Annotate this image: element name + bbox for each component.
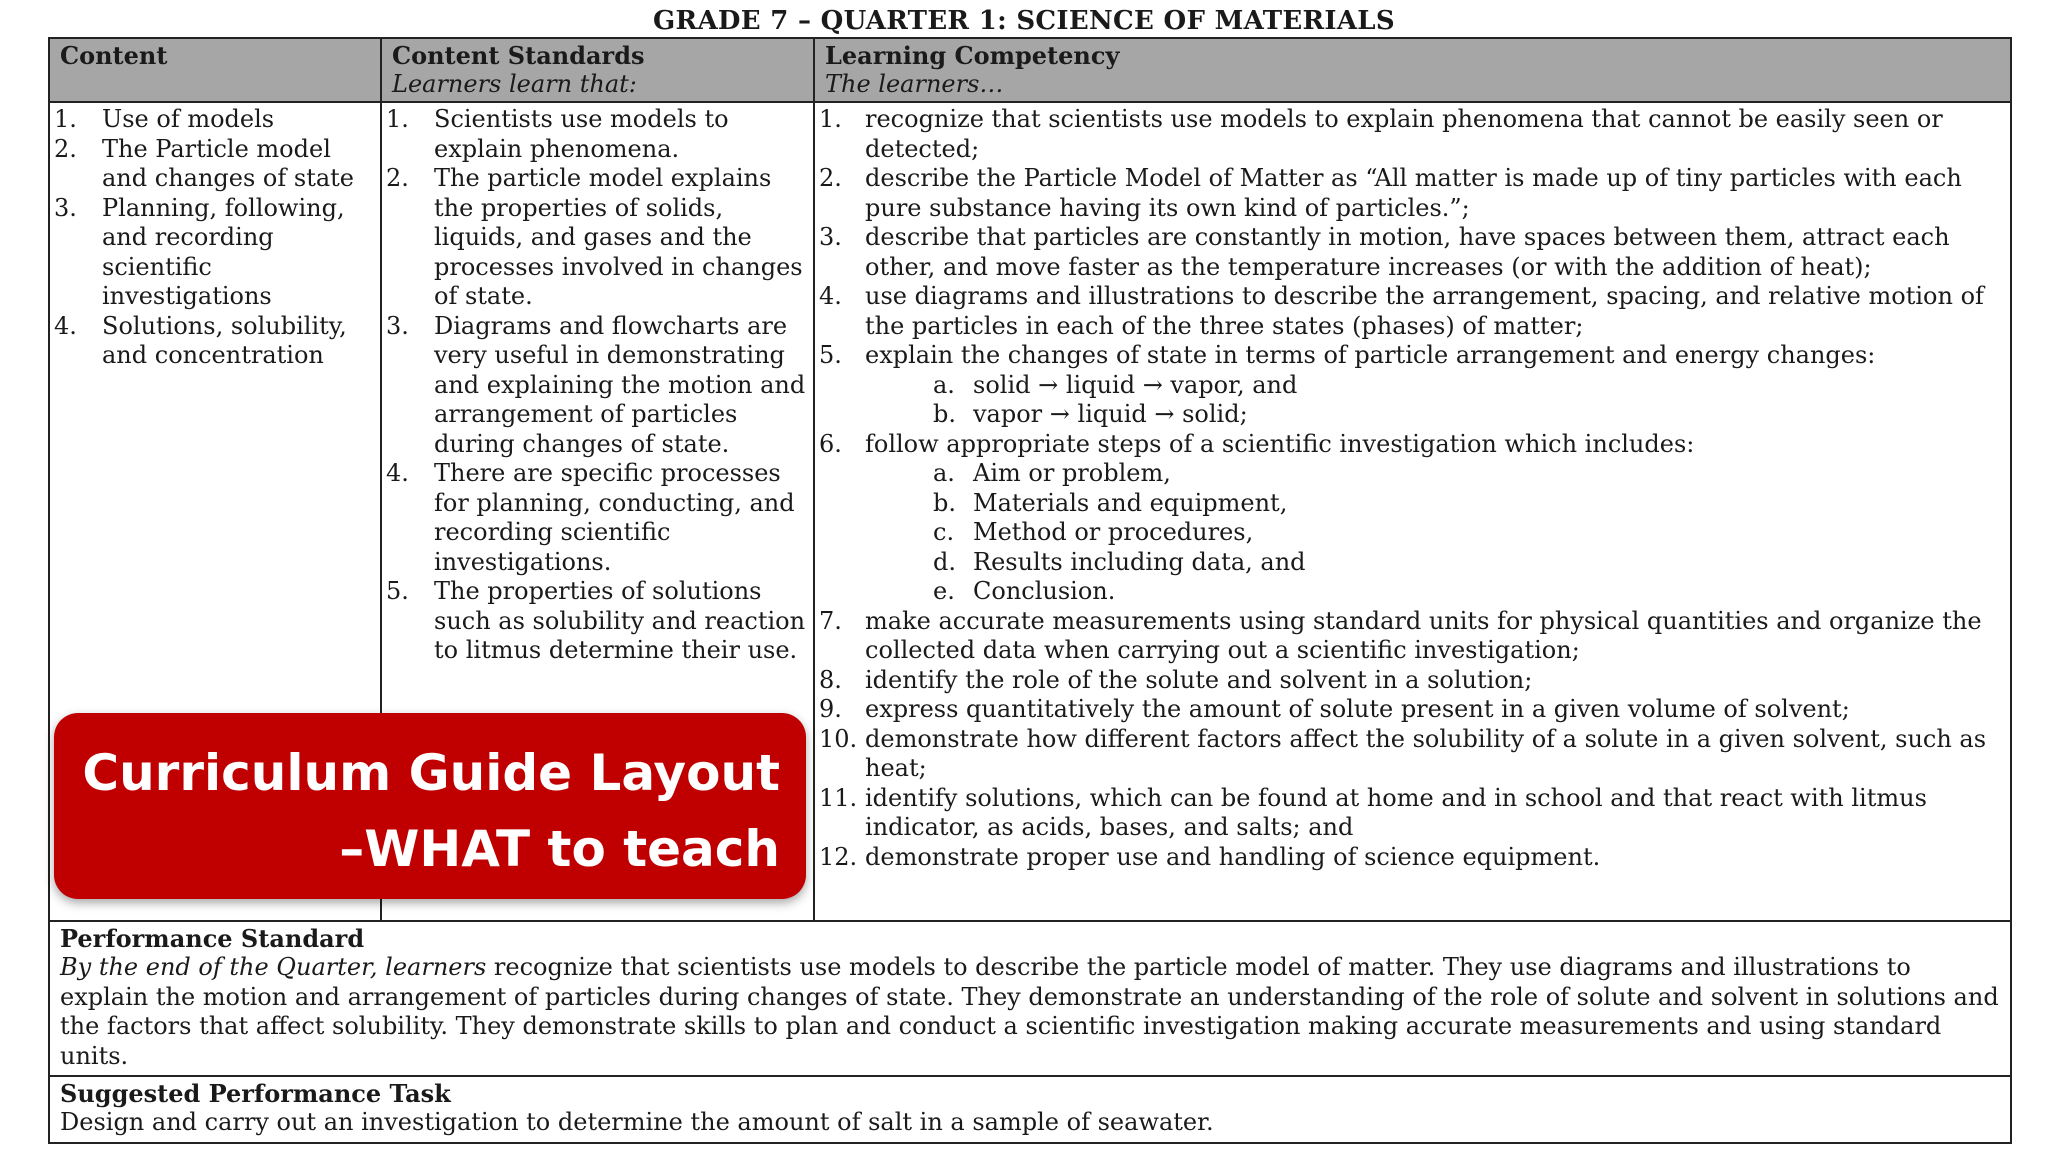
sub-list [865,371,2004,430]
sub-list [865,459,2004,607]
competency-item [819,430,2004,607]
sub-list-item-text: Method or procedures, [973,518,1254,546]
standard-item [386,164,807,312]
list-number: 9. [819,695,842,723]
sub-list-item [865,459,2004,489]
list-item-text: demonstrate how different factors affect the solubility of a solute in a given solvent, such as heat; [865,724,1987,782]
performance-task-cell [49,1076,2011,1143]
list-number: 3. [54,193,77,222]
header-standards-title: Content Standards [392,41,645,70]
list-number: 4. [54,311,77,340]
header-content-title: Content [60,41,168,70]
list-number: 5. [386,577,409,605]
list-item-text: describe that particles are constantly in motion, have spaces between them, attract each other, and move faster as the temperature increases (or with the addition of heat); [865,223,1950,281]
list-item-text: The particle model explains the properties of solids, liquids, and gases and the processes involved in changes of state. [434,164,803,310]
sub-list-letter: b. [933,488,956,517]
content-item [54,105,374,135]
list-number: 6. [819,429,842,458]
overlay-callout-line2: –WHAT to teach [339,820,780,878]
standard-item [386,577,807,666]
list-number: 5. [819,341,842,369]
list-number: 10. [819,724,858,753]
competency-item [819,164,2004,223]
list-number: 4. [819,282,842,310]
standard-item [386,312,807,460]
list-number: 2. [819,164,842,192]
competency-item [819,105,2004,164]
performance-row [49,921,2011,1076]
list-item-text: Scientists use models to explain phenomena. [434,105,729,163]
sub-list-item [865,400,2004,430]
list-item-text: Solutions, solubility, and concentration [102,311,347,369]
sub-list-item-text: Aim or problem, [973,459,1171,487]
sub-list-item [865,489,2004,519]
list-number: 3. [819,223,842,251]
list-item-text: express quantitatively the amount of solute present in a given volume of solvent; [865,695,1850,723]
performance-task-text: Design and carry out an investigation to determine the amount of salt in a sample of seawater. [60,1108,1214,1136]
list-number: 12. [819,842,858,871]
list-item-text: The properties of solutions such as solubility and reaction to litmus determine their use. [434,577,806,664]
performance-standard-text-italic: By the end of the Quarter, learners [60,953,487,981]
standard-item [386,105,807,164]
standard-item [386,459,807,577]
sub-list-item [865,518,2004,548]
sub-list-letter: c. [933,518,955,546]
sub-list-item-text: Conclusion. [973,577,1116,605]
sub-list-item-text: Results including data, and [973,547,1306,576]
competency-item [819,607,2004,666]
competency-item [819,666,2004,696]
header-competency-subtitle: The learners… [825,70,1004,98]
list-item-text: identify the role of the solute and solvent in a solution; [865,665,1533,694]
competency-item [819,725,2004,784]
list-number: 1. [819,105,842,133]
competency-item [819,282,2004,341]
list-item-text: use diagrams and illustrations to describe the arrangement, spacing, and relative motion of the particles in each of the three states (phases) of matter; [865,282,1984,340]
list-item-text: describe the Particle Model of Matter as “All matter is made up of tiny particles with each pure substance having its own kind of particles.”; [865,164,1962,222]
sub-list-letter: d. [933,547,956,576]
list-item-text: demonstrate proper use and handling of science equipment. [865,842,1601,871]
list-number: 3. [386,311,409,340]
list-item-text: recognize that scientists use models to explain phenomena that cannot be easily seen or detected; [865,105,1943,163]
competency-list [819,105,2004,872]
content-item [54,312,374,371]
content-item [54,135,374,194]
list-number: 2. [386,164,409,192]
competency-item [819,695,2004,725]
competency-item [819,223,2004,282]
list-item-text: The Particle model and changes of state [102,134,355,192]
sub-list-item [865,577,2004,607]
content-item [54,194,374,312]
sub-list-item [865,548,2004,578]
performance-standard-text [60,953,2002,1071]
sub-list-letter: e. [933,577,955,605]
sub-list-item-text: vapor → liquid → solid; [973,400,1248,428]
sub-list-letter: a. [933,370,955,399]
performance-standard-title: Performance Standard [60,924,365,953]
overlay-callout-line1: Curriculum Guide Layout [82,744,780,802]
competency-item [819,843,2004,873]
sub-list-letter: a. [933,459,955,487]
list-item-text: identify solutions, which can be found at home and in school and that react with litmus indicator, as acids, bases, and salts; and [865,783,1927,841]
standards-list [386,105,807,666]
sub-list-item-text: Materials and equipment, [973,488,1288,517]
list-item-text: Planning, following, and recording scientific investigations [102,193,345,310]
page-title: GRADE 7 – QUARTER 1: SCIENCE OF MATERIALS [653,6,1395,36]
list-item-text: Use of models [102,105,275,133]
list-number: 11. [819,783,858,812]
list-number: 2. [54,134,77,163]
header-standards [381,38,814,102]
curriculum-table [48,37,2012,1144]
header-row [49,38,2011,102]
overlay-callout [54,713,806,899]
competency-cell [814,102,2011,921]
performance-standard-text-rest: recognize that scientists use models to describe the particle model of matter. They use diagrams and illustrations to explain the motion and arrangement of particles during changes of state. They demonstrate an understanding of the role of solute and solvent in solutions and the factors that affect solubility. They demonstrate skills to plan and conduct a scientific investigation making accurate measurements and using standard units. [60,953,1999,1070]
sub-list-item-text: solid → liquid → vapor, and [973,370,1298,399]
content-list [54,105,374,371]
sub-list-item [865,371,2004,401]
sub-list-letter: b. [933,400,956,428]
list-number: 8. [819,665,842,694]
list-item-text: There are specific processes for planning, conducting, and recording scientific investigations. [434,459,795,576]
performance-standard-cell [49,921,2011,1076]
task-row [49,1076,2011,1143]
list-number: 4. [386,459,409,487]
list-item-text: explain the changes of state in terms of particle arrangement and energy changes: [865,341,1876,369]
header-competency-title: Learning Competency [825,41,1120,70]
header-content [49,38,381,102]
header-competency [814,38,2011,102]
list-item-text: make accurate measurements using standard units for physical quantities and organize the collected data when carrying out a scientific investigation; [865,606,1982,664]
competency-item [819,341,2004,430]
competency-item [819,784,2004,843]
list-number: 7. [819,606,842,635]
performance-task-title: Suggested Performance Task [60,1079,451,1108]
list-item-text: follow appropriate steps of a scientific investigation which includes: [865,429,1695,458]
list-number: 1. [54,105,77,133]
header-standards-subtitle: Learners learn that: [392,70,637,98]
list-number: 1. [386,105,409,133]
list-item-text: Diagrams and flowcharts are very useful in demonstrating and explaining the motion and arrangement of particles during changes of state. [434,311,806,458]
